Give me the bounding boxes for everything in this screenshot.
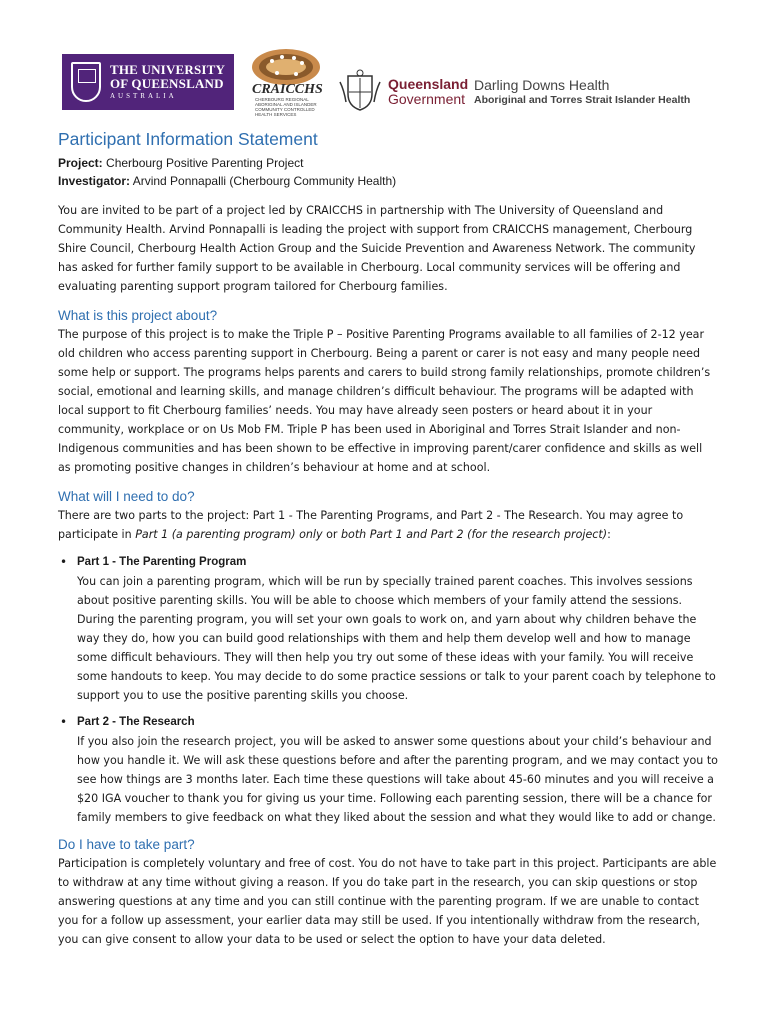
logo-bar bbox=[0, 0, 770, 120]
queensland-crest-icon bbox=[338, 68, 382, 114]
craicchs-subtitle: CHERBOURG REGIONAL ABORIGINAL AND ISLANDER COMMUNITY CONTROLLED HEALTH SERVICES bbox=[255, 97, 317, 117]
craicchs-name: CRAICCHS bbox=[252, 82, 323, 97]
craicchs-logo bbox=[242, 45, 330, 117]
ddh-line2: Aboriginal and Torres Strait Islander Health bbox=[474, 94, 691, 107]
uq-logo bbox=[62, 54, 234, 110]
uq-logo-line2: OF QUEENSLAND bbox=[110, 75, 224, 91]
queensland-government-logo bbox=[388, 77, 468, 106]
uq-crest-icon bbox=[71, 62, 101, 102]
section-heading-need-to-do: What will I need to do? bbox=[58, 489, 195, 504]
document-body bbox=[58, 128, 718, 949]
investigator-value: Arvind Ponnapalli (Cherbourg Community Health) bbox=[130, 174, 397, 188]
craicchs-emblem-icon bbox=[242, 45, 330, 85]
part2-body: If you also join the research project, you will be asked to answer some questions about your child’s behaviour and how you handle it. We will ask these questions before and after the parenting program, and we may contact you to see how things are 3 months later. Each time these questions will take about 45-60 minutes and you will receive a $20 IGA voucher to thank you for giving us your time. Following each parenting session, there will be a chance for family members to give feedback on what they liked about the session and what they would like to add or change. bbox=[77, 735, 718, 824]
investigator-label: Investigator: bbox=[58, 174, 131, 188]
part1-title: • Part 1 - The Parenting Program bbox=[77, 556, 247, 568]
project-value: Cherbourg Positive Parenting Project bbox=[102, 156, 304, 170]
page-title: Participant Information Statement bbox=[58, 129, 318, 149]
parts-list bbox=[58, 553, 718, 827]
need-to-do-paragraph bbox=[58, 506, 718, 544]
investigator-line bbox=[58, 172, 718, 190]
darling-downs-health-logo bbox=[474, 78, 690, 107]
part1-body: You can join a parenting program, which will be run by specially trained parent coaches. This involves sessions about positive parenting skills. You will be able to choose which members of your family attend the sessions. During the parenting program, you will set your own goals to work on, and yarn about why children behave the way they do, how you can build good relationships with them and help them develop well and how to manage some difficult behaviours. They will then help you try out some of these ideas with your family. You will receive some handouts to keep. You may decide to do some practice sessions or talk to your parent coach by telephone to support you to use the positive parenting skills you choose. bbox=[77, 575, 716, 702]
about-paragraph: The purpose of this project is to make the Triple P – Positive Parenting Programs available to all families of 2-12 year old children who access parenting support in Cherbourg. Being a parent or carer is not easy and many people need some help or support. The programs helps parents and carers to build strong family relationships, promote children’s social, emotional and learning skills, and manage children’s difficult behaviour. The programs will be adapted with local support to fit Cherbourg families’ needs. You may have already seen posters or heard about it in your community, workplace or on Us Mob FM. Triple P has been used in Aboriginal and Torres Strait Islander and non-Indigenous communities and has been shown to be effective in improving parent/carer confidence and skills as well as promoting positive changes in children’s behaviour at home and at school. bbox=[58, 328, 711, 474]
qld-line2: Government bbox=[388, 90, 466, 107]
list-item-part2 bbox=[77, 713, 718, 827]
qld-line1: Queensland bbox=[388, 76, 469, 92]
need-to-do-italic-2: both Part 1 and Part 2 (for the research project) bbox=[340, 528, 608, 541]
project-line bbox=[58, 154, 718, 172]
project-label: Project: bbox=[58, 156, 103, 170]
intro-paragraph: You are invited to be part of a project led by CRAICCHS in partnership with The University of Queensland and Community Health. Arvind Ponnapalli is leading the project with support from CRAICCHS management, Cherbourg Shire Council, Cherbourg Health Action Group and the Suicide Prevention and Awareness Network. The community has asked for further family support to be available in Cherbourg. Local community services will be offering and evaluating parenting support program tailored for Cherbourg families. bbox=[58, 204, 696, 293]
need-to-do-text-b: or bbox=[322, 528, 341, 541]
list-item-part1 bbox=[77, 553, 718, 705]
section-heading-take-part: Do I have to take part? bbox=[58, 837, 195, 852]
part2-title: • Part 2 - The Research bbox=[77, 716, 195, 728]
need-to-do-text-c: : bbox=[607, 528, 611, 541]
need-to-do-italic-1: Part 1 (a parenting program) only bbox=[135, 528, 323, 541]
section-heading-about: What is this project about? bbox=[58, 308, 218, 323]
uq-logo-line3: AUSTRALIA bbox=[110, 92, 177, 101]
take-part-paragraph: Participation is completely voluntary and free of cost. You do not have to take part in this project. Participants are able to withdraw at any time without giving a reason. If you do take part in the research, you can skip questions or stop answering questions at any time and you can still continue with the parenting program. If we are unable to contact you for a follow up assessment, your earlier data may still be used. If you intentionally withdraw from the research, you can give consent to allow your data to be used or select the option to have your data deleted. bbox=[58, 857, 717, 946]
need-to-do-text-a: There are two parts to the project: Part 1 - The Parenting Programs, and Part 2 - The Research. You may agree to participate in bbox=[58, 509, 684, 541]
uq-logo-line1: THE UNIVERSITY bbox=[110, 62, 226, 78]
ddh-line1: Darling Downs Health bbox=[474, 77, 610, 93]
